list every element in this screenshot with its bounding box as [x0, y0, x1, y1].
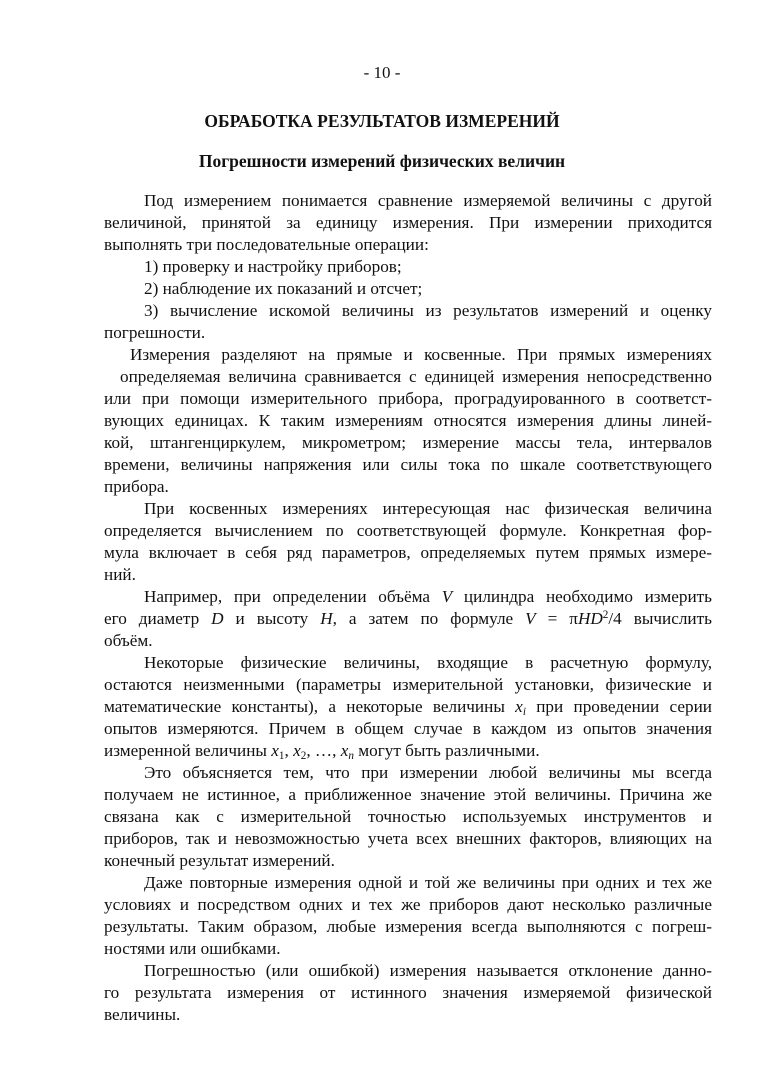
- paragraph-line: или при помощи измерительного прибора, проградуированного в соответст-: [104, 389, 712, 408]
- list-item: 2) наблюдение их показаний и отсчет;: [144, 279, 423, 298]
- paragraph-line: получаем не истинное, а приближенное значение этой величины. Причина же: [104, 785, 712, 804]
- paragraph-line: опытов измеряются. Причем в общем случае в каждом из опытов значения: [104, 719, 712, 738]
- paragraph-line: связана как с измерительной точностью используемых инструментов и: [104, 807, 712, 826]
- math-variable: V: [441, 587, 453, 606]
- paragraph-line: результаты. Таким образом, любые измерения всегда выполняются с погреш-: [104, 917, 712, 936]
- paragraph-line: прибора.: [104, 477, 169, 496]
- paragraph-line: ностями или ошибками.: [104, 939, 281, 958]
- paragraph-line: Это объясняется тем, что при измерении любой величины мы всегда: [144, 763, 712, 782]
- paragraph-line: объём.: [104, 631, 153, 650]
- paragraph-line: Измерения разделяют на прямые и косвенные. При прямых измерениях: [130, 345, 712, 364]
- paragraph-line: остаются неизменными (параметры измерительной установки, физические и: [104, 675, 712, 694]
- paragraph-line: определяемая величина сравнивается с единицей измерения непосредственно: [120, 367, 712, 386]
- page-number: - 10 -: [363, 63, 401, 82]
- paragraph-line: конечный результат измерений.: [104, 851, 335, 870]
- paragraph-line: Под измерением понимается сравнение измеряемой величины с другой: [144, 191, 712, 210]
- paragraph-line: математические константы), а некоторые величины $x_i$ при проведении серии: [104, 697, 713, 718]
- section-subtitle: Погрешности измерений физических величин: [198, 151, 566, 171]
- paragraph-line: условиях и посредством одних и тех же приборов дают несколько различные: [104, 895, 712, 914]
- paragraph-line: Погрешностью (или ошибкой) измерения называется отклонение данно-: [144, 961, 712, 980]
- paragraph-line: его диаметр D и высоту H, а затем по формуле V = πHD$^2$/4 вычислить: [104, 608, 712, 628]
- volume-formula: V = πHD$^2$/4: [525, 608, 622, 628]
- paragraph-line: мула включает в себя ряд параметров, определяемых путем прямых измере-: [104, 543, 712, 562]
- list-item: 3) вычисление искомой величины из результатов измерений и оценку: [144, 301, 712, 320]
- paragraph-line: определяется вычислением по соответствующей формуле. Конкретная фор-: [104, 521, 712, 540]
- paragraph-line: Даже повторные измерения одной и той же величины при одних и тех же: [144, 873, 712, 892]
- paragraph-line: времени, величины напряжения или силы тока по шкале соответствующего: [104, 455, 712, 474]
- paragraph-line: вующих единицах. К таким измерениям относятся измерения длины линей-: [104, 411, 712, 430]
- paragraph-line: измеренной величины $x_1$, $x_2$, …, $x_n$ могут быть различными.: [104, 741, 540, 762]
- paragraph-line: кой, штангенциркулем, микрометром; измерение массы тела, интервалов: [104, 433, 712, 452]
- paragraph-line: Некоторые физические величины, входящие в расчетную формулу,: [144, 653, 712, 672]
- paragraph-line: При косвенных измерениях интересующая нас физическая величина: [144, 499, 712, 518]
- paragraph-line: приборов, так и невозможностью учета всех внешних факторов, влияющих на: [104, 829, 712, 848]
- paragraph-line: величиной, принятой за единицу измерения. При измерении приходится: [104, 213, 712, 232]
- paragraph-line: го результата измерения от истинного значения измеряемой физической: [104, 983, 712, 1002]
- paragraph-line: выполнять три последовательные операции:: [104, 235, 429, 254]
- section-title: ОБРАБОТКА РЕЗУЛЬТАТОВ ИЗМЕРЕНИЙ: [204, 111, 560, 131]
- paragraph-line: Например, при определении объёма V цилиндра необходимо измерить: [144, 587, 712, 606]
- list-item: погрешности.: [104, 323, 206, 342]
- list-item: 1) проверку и настройку приборов;: [144, 257, 402, 276]
- paragraph-line: величины.: [104, 1005, 181, 1024]
- paragraph-line: ний.: [104, 565, 136, 584]
